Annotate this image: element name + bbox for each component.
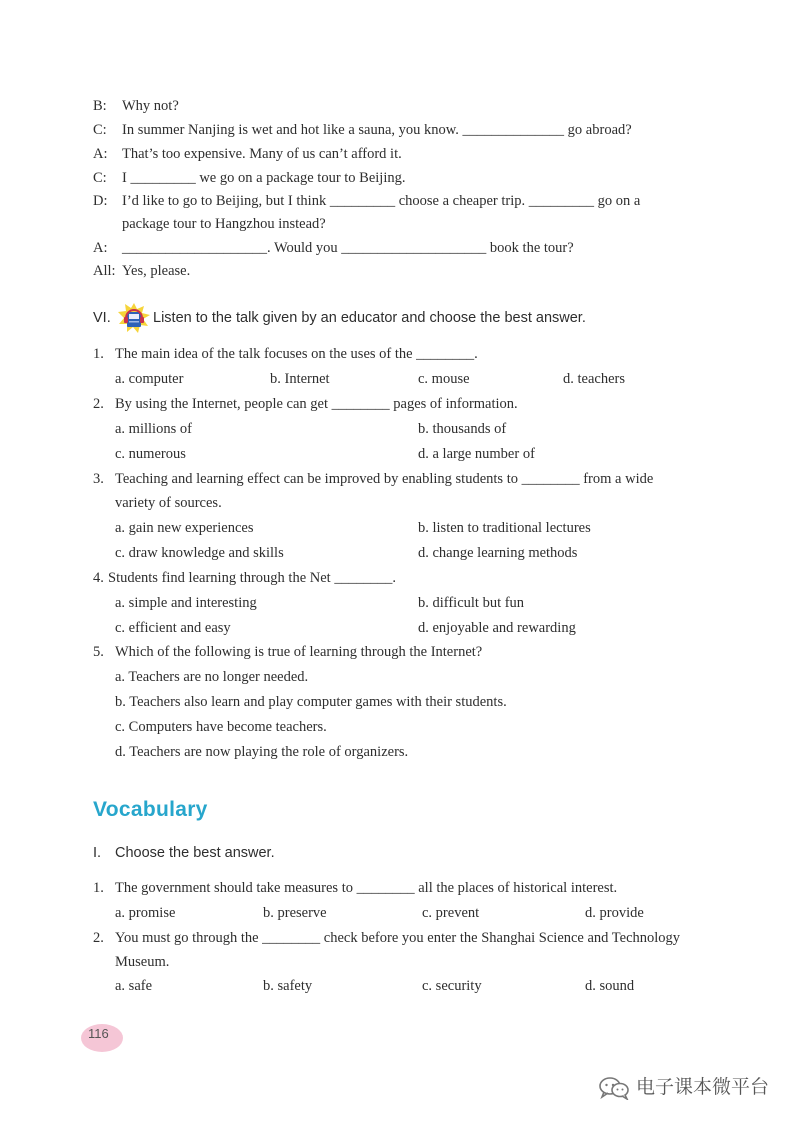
- dialogue-line-continued: [0, 214, 800, 234]
- answer-options: [0, 618, 800, 638]
- question: [0, 344, 800, 364]
- answer-options: [0, 976, 800, 996]
- dialogue-text: package tour to Hangzhou instead?: [122, 216, 326, 232]
- answer-options: [0, 692, 800, 712]
- answer-option: c. prevent: [422, 905, 480, 921]
- section-number: I.: [93, 845, 102, 861]
- answer-option: b. preserve: [263, 905, 327, 921]
- answer-option: c. efficient and easy: [115, 620, 231, 636]
- answer-options: [0, 543, 800, 563]
- answer-option: d. Teachers are now playing the role of organizers.: [115, 744, 409, 760]
- answer-option: d. sound: [585, 978, 635, 994]
- answer-option: d. a large number of: [418, 446, 535, 462]
- dialogue-line: [0, 261, 800, 281]
- question: [0, 568, 800, 588]
- speaker-label: D:: [93, 193, 108, 209]
- watermark-text: 电子课本微平台: [636, 1076, 770, 1098]
- answer-option: a. safe: [115, 978, 153, 994]
- question-number: 1.: [93, 880, 104, 896]
- question-number: 3.: [93, 471, 104, 487]
- question-text: variety of sources.: [115, 495, 222, 511]
- question-text: Teaching and learning effect can be improved by enabling students to ________ from a wide: [115, 471, 654, 487]
- speaker-label: C:: [93, 122, 107, 138]
- question: [0, 642, 800, 662]
- answer-options: [0, 419, 800, 439]
- answer-options: [0, 444, 800, 464]
- question-number: 4.: [93, 570, 104, 586]
- section-instruction: Listen to the talk given by an educator and choose the best answer.: [153, 310, 586, 326]
- dialogue-line: [0, 144, 800, 164]
- answer-option: d. provide: [585, 905, 644, 921]
- dialogue-line: [0, 238, 800, 258]
- dialogue-text: I’d like to go to Beijing, but I think _________ choose a cheaper trip. _________ go on a: [122, 193, 641, 209]
- question-text: The government should take measures to ________ all the places of historical interest.: [115, 880, 618, 896]
- answer-option: c. mouse: [418, 371, 470, 387]
- answer-options: [0, 903, 800, 923]
- answer-option: a. promise: [115, 905, 176, 921]
- dialogue-line: [0, 168, 800, 188]
- question-text: Students find learning through the Net ________.: [108, 570, 396, 586]
- question: [0, 469, 800, 489]
- speaker-label: C:: [93, 170, 107, 186]
- dialogue-text: I _________ we go on a package tour to Beijing.: [122, 170, 406, 186]
- question-continued: [0, 952, 800, 972]
- answer-option: b. listen to traditional lectures: [418, 520, 591, 536]
- answer-options: [0, 717, 800, 737]
- dialogue-text: Why not?: [122, 98, 179, 114]
- answer-option: b. thousands of: [418, 421, 507, 437]
- speaker-label: All:: [93, 263, 116, 279]
- speaker-label: B:: [93, 98, 107, 114]
- dialogue-text: That’s too expensive. Many of us can’t afford it.: [122, 146, 402, 162]
- answer-option: a. Teachers are no longer needed.: [115, 669, 309, 685]
- dialogue-text: ____________________. Would you ____________________ book the tour?: [122, 240, 574, 256]
- answer-options: [0, 369, 800, 389]
- question-text: The main idea of the talk focuses on the uses of the ________.: [115, 346, 478, 362]
- dialogue-text: In summer Nanjing is wet and hot like a sauna, you know. ______________ go abroad?: [122, 122, 632, 138]
- answer-option: b. safety: [263, 978, 313, 994]
- answer-option: c. Computers have become teachers.: [115, 719, 327, 735]
- wechat-icon: [598, 1076, 632, 1100]
- question: [0, 394, 800, 414]
- speaker-label: A:: [93, 146, 108, 162]
- answer-option: c. draw knowledge and skills: [115, 545, 284, 561]
- dialogue-text: Yes, please.: [122, 263, 191, 279]
- dialogue-line: [0, 120, 800, 140]
- answer-option: b. Internet: [270, 371, 330, 387]
- question-number: 2.: [93, 396, 104, 412]
- answer-option: c. numerous: [115, 446, 186, 462]
- page-number: 116: [88, 1026, 109, 1041]
- question-text: Museum.: [115, 954, 170, 970]
- answer-option: b. Teachers also learn and play computer games with their students.: [115, 694, 507, 710]
- answer-options: [0, 518, 800, 538]
- question: [0, 878, 800, 898]
- section-header-vocabulary: [0, 843, 800, 863]
- answer-option: d. teachers: [563, 371, 625, 387]
- section-instruction: Choose the best answer.: [115, 845, 275, 861]
- answer-option: a. simple and interesting: [115, 595, 257, 611]
- speaker-label: A:: [93, 240, 108, 256]
- answer-option: d. change learning methods: [418, 545, 578, 561]
- question-number: 2.: [93, 930, 104, 946]
- answer-options: [0, 742, 800, 762]
- answer-option: a. computer: [115, 371, 184, 387]
- dialogue-line: [0, 191, 800, 211]
- question-continued: [0, 493, 800, 513]
- question-number: 1.: [93, 346, 104, 362]
- dialogue-line: [0, 96, 800, 116]
- question-text: Which of the following is true of learning through the Internet?: [115, 644, 483, 660]
- listening-icon: [118, 303, 150, 333]
- section-number: VI.: [93, 310, 111, 326]
- answer-options: [0, 593, 800, 613]
- answer-option: d. enjoyable and rewarding: [418, 620, 576, 636]
- answer-option: a. gain new experiences: [115, 520, 254, 536]
- answer-option: b. difficult but fun: [418, 595, 525, 611]
- question: [0, 928, 800, 948]
- question-text: By using the Internet, people can get ________ pages of information.: [115, 396, 518, 412]
- question-number: 5.: [93, 644, 104, 660]
- answer-options: [0, 667, 800, 687]
- answer-option: a. millions of: [115, 421, 192, 437]
- vocabulary-heading: Vocabulary: [93, 798, 208, 821]
- answer-option: c. security: [422, 978, 482, 994]
- question-text: You must go through the ________ check before you enter the Shanghai Science and Technology: [115, 930, 681, 946]
